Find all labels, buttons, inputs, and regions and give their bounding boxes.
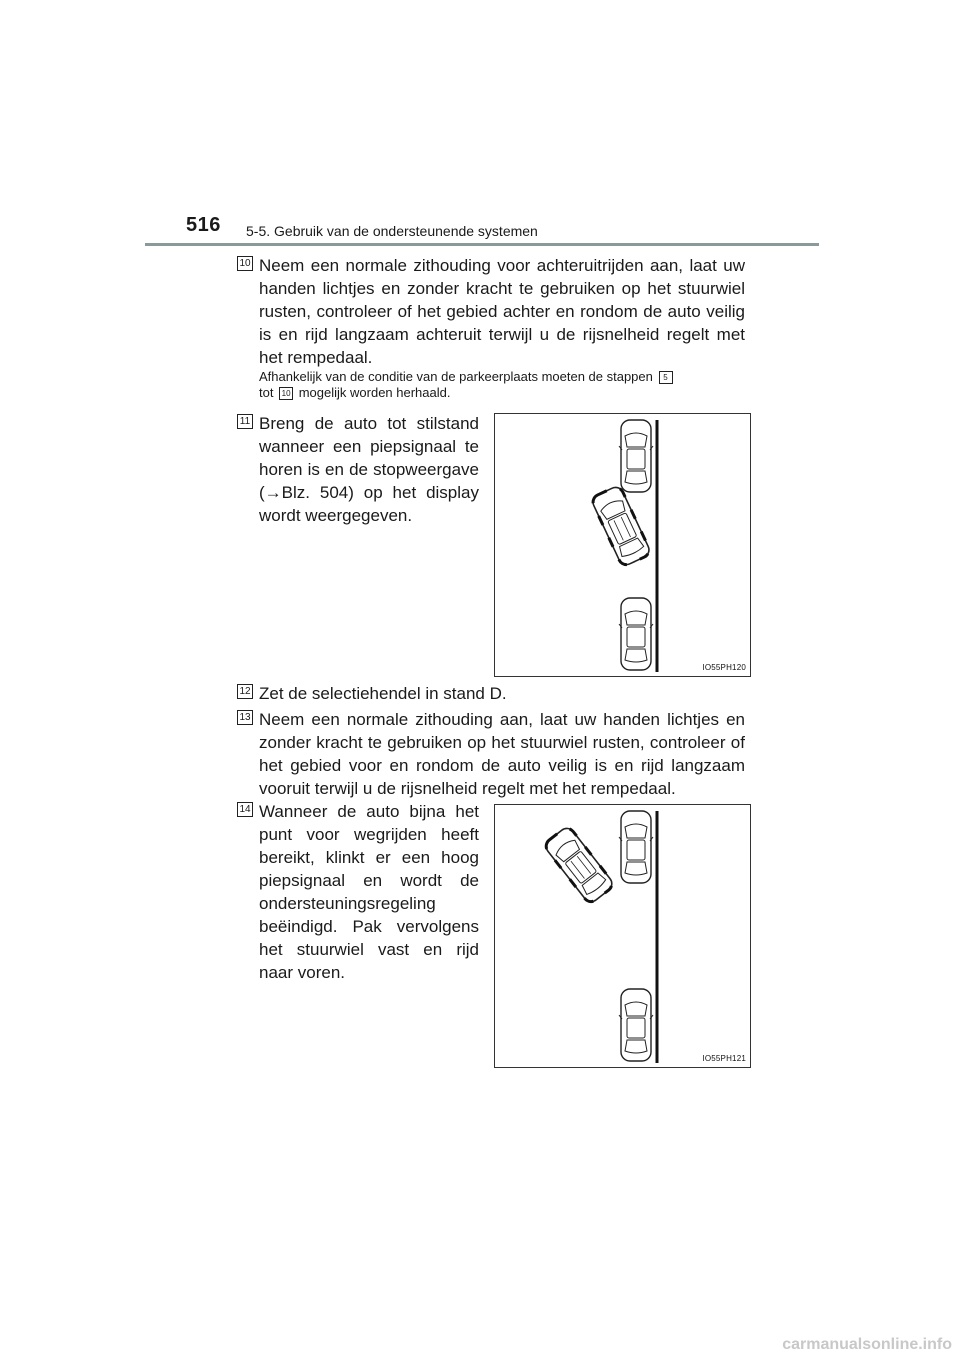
note-text-2: tot bbox=[259, 385, 274, 400]
step-badge-13: 13 bbox=[237, 710, 253, 725]
step-12-text: Zet de selectiehendel in stand D. bbox=[259, 684, 507, 703]
figure-code: IO55PH120 bbox=[702, 663, 746, 672]
parked-car-rear bbox=[619, 989, 653, 1061]
parked-car-front bbox=[619, 811, 653, 883]
ego-car bbox=[590, 485, 651, 567]
ego-car bbox=[543, 825, 615, 905]
note-text-3: mogelijk worden herhaald. bbox=[298, 385, 451, 400]
figure-code: IO55PH121 bbox=[702, 1054, 746, 1063]
parked-car-front bbox=[619, 420, 653, 492]
parking-figure-exit bbox=[494, 804, 751, 1068]
step-11-text: Breng de auto tot stilstand wanneer een piepsignaal te horen is en de stopweergave (→Blz. 504) op het display wordt weergegeven. bbox=[259, 414, 479, 525]
note-text-1: Afhankelijk van de conditie van de parkeerplaats moeten de stappen bbox=[259, 369, 653, 384]
note-badge-10: 10 bbox=[279, 387, 293, 400]
parked-car-rear bbox=[619, 598, 653, 670]
parking-diagram-2 bbox=[495, 805, 750, 1067]
parking-diagram-1 bbox=[495, 414, 750, 676]
step-13-text: Neem een normale zithouding aan, laat uw handen lichtjes en zonder kracht te gebruiken op het stuurwiel rusten, controleer of het gebied voor en rondom de auto veilig is en rijd langzaam vooruit terwijl u de rijsnelheid regelt met het rempedaal. bbox=[259, 710, 745, 798]
step-10-text: Neem een normale zithouding voor achteruitrijden aan, laat uw handen lichtjes en zonder kracht te gebruiken op het stuurwiel rusten, controleer of het gebied achter en rondom de auto veilig is en rijd langzaam achteruit terwijl u de rijsnelheid regelt met het rempedaal. bbox=[259, 256, 745, 367]
step-badge-14: 14 bbox=[237, 802, 253, 817]
step-badge-10: 10 bbox=[237, 256, 253, 271]
step-badge-12: 12 bbox=[237, 684, 253, 699]
step-badge-11: 11 bbox=[237, 414, 253, 429]
footer-watermark: carmanualsonline.info bbox=[782, 1336, 952, 1353]
step-10-note bbox=[259, 369, 745, 401]
page-number: 516 bbox=[186, 214, 221, 236]
section-title: 5-5. Gebruik van de ondersteunende systemen bbox=[246, 223, 538, 239]
note-badge-5: 5 bbox=[659, 371, 673, 384]
header-divider bbox=[145, 243, 819, 246]
parking-figure-stop bbox=[494, 413, 751, 677]
step-14-text: Wanneer de auto bijna het punt voor wegrijden heeft bereikt, klinkt er een hoog piepsignaal en wordt de ondersteuningsregeling beëindigd. Pak vervolgens het stuurwiel vast en rijd naar voren. bbox=[259, 802, 479, 982]
